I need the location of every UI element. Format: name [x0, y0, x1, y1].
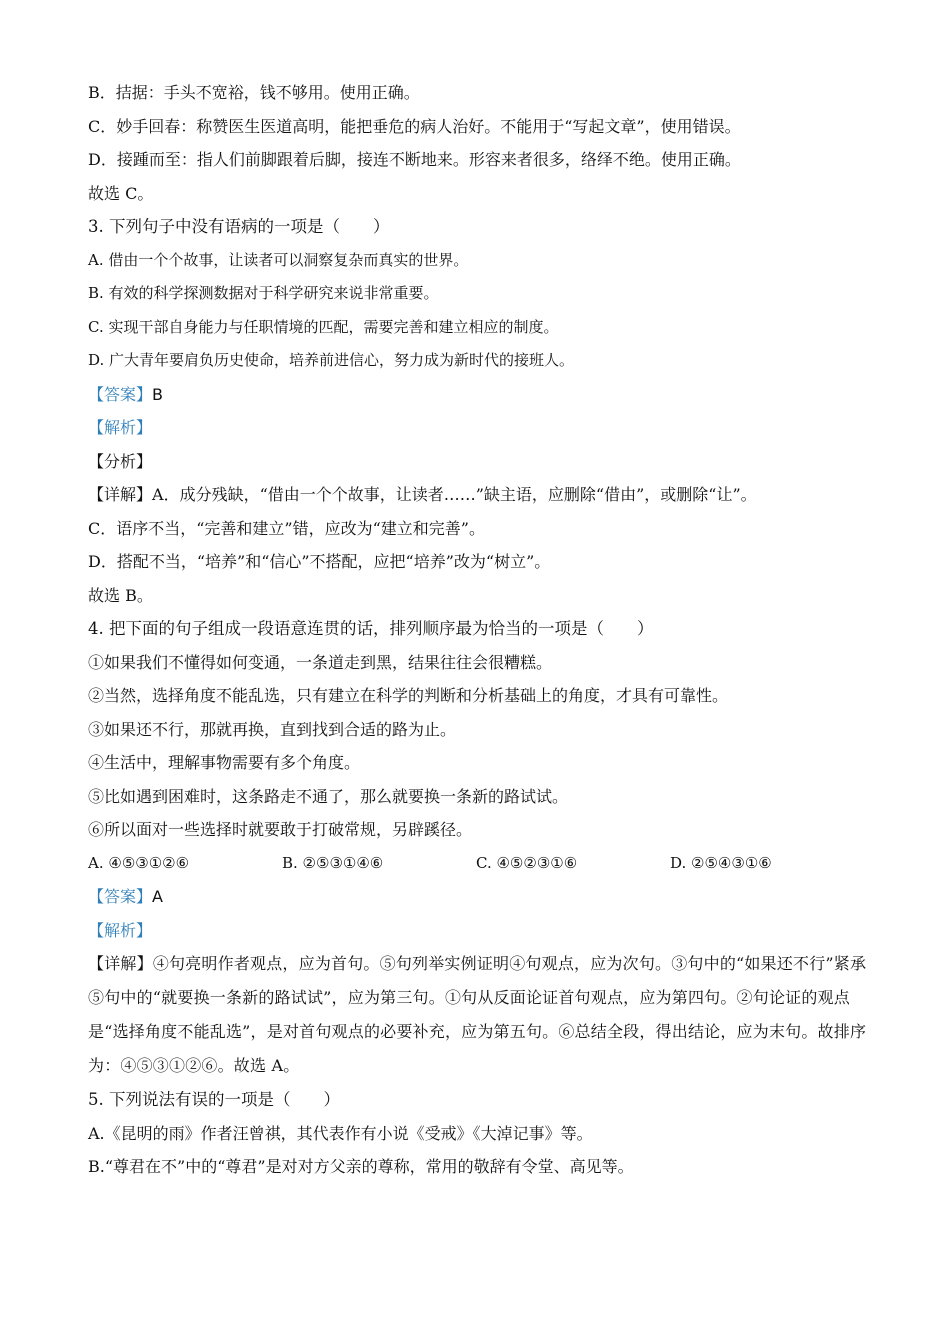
detail-text: A．成分残缺，“借由一个个故事，让读者……”缺主语，应删除“借由”，或删除“让”。 [152, 485, 757, 504]
analysis-tag: 【解析】 [88, 418, 153, 437]
q4-option-a: A. ④⑤③①②⑥ [88, 853, 190, 872]
q5-stem: 5. 下列说法有误的一项是（ ） [88, 1090, 340, 1109]
q4-analysis-heading [88, 914, 878, 948]
q5-option-b: B.“尊君在不”中的“尊君”是对对方父亲的尊称，常用的敬辞有令堂、高见等。 [88, 1157, 634, 1176]
q3-option-a: A. 借由一个个故事，让读者可以洞察复杂而真实的世界。 [88, 250, 469, 269]
q2-option-b-explanation: B．拮据：手头不宽裕，钱不够用。使用正确。 [88, 83, 420, 102]
q4-sentence-4: ④生活中，理解事物需要有多个角度。 [88, 753, 361, 772]
q3-fenxi-heading: 【分析】 [88, 451, 153, 471]
analysis-tag: 【解析】 [88, 920, 153, 940]
q3-conclusion: 故选 B。 [88, 585, 153, 605]
document-page [88, 76, 878, 1184]
q3-answer [88, 378, 878, 412]
q2-option-d-explanation: D．接踵而至：指人们前脚跟着后脚，接连不断地来。形容来者很多，络绎不绝。使用正确。 [88, 150, 741, 169]
detail-tag: 【详解】 [88, 954, 153, 973]
q4-sentence-2: ②当然，选择角度不能乱选，只有建立在科学的判断和分析基础上的角度，才具有可靠性。 [88, 686, 729, 705]
q3-option-d: D. 广大青年要肩负历史使命，培养前进信心，努力成为新时代的接班人。 [88, 351, 575, 369]
q4-option-d: D. ②⑤④③①⑥ [670, 853, 772, 872]
q2-conclusion: 故选 C。 [88, 183, 154, 203]
q4-sentence-6: ⑥所以面对一些选择时就要敢于打破常规，另辟蹊径。 [88, 820, 473, 839]
q3-detail-a [88, 478, 878, 512]
q4-sentence-1: ①如果我们不懂得如何变通，一条道走到黑，结果往往会很糟糕。 [88, 652, 553, 672]
q3-option-b: B. 有效的科学探测数据对于科学研究来说非常重要。 [88, 284, 439, 302]
q4-detail [88, 947, 878, 1083]
q4-sentence-5: ⑤比如遇到困难时，这条路走不通了，那么就要换一条新的路试试。 [88, 786, 569, 806]
q4-option-b: B. ②⑤③①④⑥ [282, 853, 384, 872]
q4-option-c: C. ④⑤②③①⑥ [476, 853, 578, 872]
detail-text: ④句亮明作者观点，应为首句。⑤句列举实例证明④句观点，应为次句。③句中的“如果还不行”紧承⑤句中的“就要换一条新的路试试”，应为第三句。①句从反面论证首句观点，应为第四句。②句论证的观点是“选择角度不能乱选”，是对首句观点的必要补充，应为第五句。⑥总结全段，得出结论，应为末句。故排序为：④⑤③①②⑥。故选 A。 [88, 954, 867, 1075]
q3-analysis-heading [88, 411, 878, 445]
q4-answer [88, 880, 878, 914]
detail-tag: 【详解】 [88, 485, 153, 504]
q3-detail-c: C．语序不当，“完善和建立”错，应改为“建立和完善”。 [88, 518, 485, 538]
answer-tag: 【答案】 [88, 887, 153, 906]
q4-stem: 4. 把下面的句子组成一段语意连贯的话，排列顺序最为恰当的一项是（ ） [88, 619, 654, 638]
q2-option-c-explanation: C．妙手回春：称赞医生医道高明，能把垂危的病人治好。不能用于“写起文章”，使用错误。 [88, 116, 741, 136]
q4-options [88, 847, 878, 881]
q3-option-c: C. 实现干部自身能力与任职情境的匹配，需要完善和建立相应的制度。 [88, 317, 559, 336]
q3-detail-d: D．搭配不当，“培养”和“信心”不搭配，应把“培养”改为“树立”。 [88, 552, 551, 571]
q5-option-a: A.《昆明的雨》作者汪曾祺，其代表作有小说《受戒》《大淖记事》等。 [88, 1123, 593, 1143]
q4-sentence-3: ③如果还不行，那就再换，直到找到合适的路为止。 [88, 719, 457, 739]
answer-tag: 【答案】 [88, 384, 153, 404]
answer-value: B [152, 384, 163, 404]
q3-stem: 3. 下列句子中没有语病的一项是（ ） [88, 217, 390, 236]
answer-value: A [152, 887, 163, 906]
